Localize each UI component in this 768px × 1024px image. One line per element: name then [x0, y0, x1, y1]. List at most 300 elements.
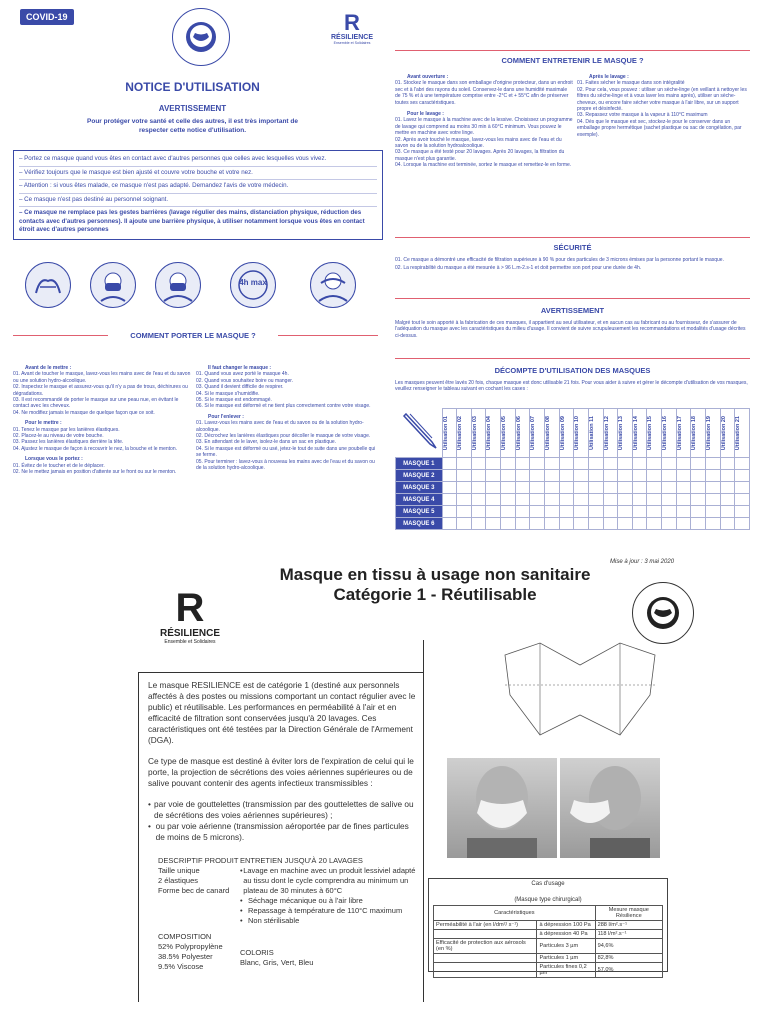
performance-row — [434, 954, 663, 963]
wear-worn-title: Lorsque vous le portez : — [25, 456, 83, 463]
usage-checkbox[interactable] — [720, 506, 735, 518]
usage-column-header — [486, 409, 501, 458]
usage-checkbox[interactable] — [706, 518, 721, 530]
wear-change-item: 03. Quand il devient difficile de respirer. — [196, 384, 284, 391]
usage-checkbox[interactable] — [720, 482, 735, 494]
usage-row — [396, 506, 750, 518]
usage-checkbox[interactable] — [471, 494, 486, 506]
usage-corner-cell — [396, 409, 443, 458]
desc-block — [158, 856, 248, 896]
usage-checkbox[interactable] — [457, 494, 472, 506]
usage-checkbox[interactable] — [588, 458, 603, 470]
desc-title: DESCRIPTIF PRODUIT — [158, 856, 239, 865]
colors-title: COLORIS — [240, 948, 274, 957]
usage-column-label: Utilisation 02 — [457, 415, 464, 451]
usage-checkbox[interactable] — [559, 482, 574, 494]
maintain-wash-item: 04. Lorsque la machine est terminée, sortez le masque et remettez-le en forme. — [395, 162, 572, 169]
usage-column-label: Utilisation 04 — [486, 415, 493, 451]
usage-checkbox[interactable] — [735, 482, 750, 494]
usage-checkbox[interactable] — [676, 518, 691, 530]
usage-checkbox[interactable] — [457, 506, 472, 518]
desc-item: 2 élastiques — [158, 876, 199, 885]
wash-item: Non stérilisable — [248, 916, 300, 925]
wear-remove-item: 03. En attendant de le laver, isolez-le dans un sac en plastique. — [196, 439, 337, 446]
usage-checkbox[interactable] — [706, 494, 721, 506]
usage-checkbox[interactable] — [735, 458, 750, 470]
usage-checkbox[interactable] — [457, 470, 472, 482]
usage-column-header — [691, 409, 706, 458]
seal-icon — [633, 583, 693, 643]
usage-checkbox[interactable] — [486, 458, 501, 470]
usage-checkbox[interactable] — [618, 518, 633, 530]
brand-name: RÉSILIENCE — [159, 628, 220, 639]
usage-checkbox[interactable] — [603, 518, 618, 530]
usage-checkbox[interactable] — [457, 458, 472, 470]
colors-block — [240, 948, 390, 968]
desc-item: Taille unique — [158, 866, 200, 875]
sheet-title-1: Masque en tissu à usage non sanitaire — [279, 565, 591, 584]
usage-checkbox[interactable] — [647, 482, 662, 494]
usage-checkbox[interactable] — [647, 518, 662, 530]
warning2-text: Malgré tout le soin apporté à la fabrication de ces masques, il appartient au seul utilisateur, et en aucun cas au fabricant ou au fournisseur, de s'assurer de l'adéquation du masque avec les caractéristiques du milieu d'usage. Il convient de suivre scrupuleusement les recommandations et modalités d'usage décrites ci-dessus. — [395, 320, 746, 339]
usage-checkbox[interactable] — [618, 482, 633, 494]
notice-bullet: – Attention : si vous êtes malade, ce masque n'est pas adapté. Demandez l'avis de votre médecin. — [19, 182, 289, 189]
usage-checkbox[interactable] — [662, 482, 677, 494]
usage-row — [396, 518, 750, 530]
usage-column-header — [574, 409, 589, 458]
usage-checkbox[interactable] — [632, 506, 647, 518]
usage-checkbox[interactable] — [471, 458, 486, 470]
usage-checkbox[interactable] — [632, 494, 647, 506]
usage-checkbox[interactable] — [632, 458, 647, 470]
performance-title: Cas d'usage — [531, 881, 565, 887]
usage-checkbox[interactable] — [662, 518, 677, 530]
usage-checkbox[interactable] — [603, 506, 618, 518]
wear-put-title: Pour le mettre : — [25, 420, 62, 427]
usage-row — [396, 482, 750, 494]
wear-change-item: 04. Si le masque s'humidifie. — [196, 390, 260, 397]
performance-table — [433, 905, 663, 978]
usage-column-label: Utilisation 08 — [544, 415, 551, 451]
usage-column-label: Utilisation 11 — [588, 416, 595, 450]
notice-bullet: – Portez ce masque quand vous êtes en contact avec d'autres personnes que celles avec lesquelles vous vivez. — [19, 155, 327, 162]
performance-cell: 82,8% — [595, 954, 662, 963]
usage-checkbox[interactable] — [501, 494, 516, 506]
usage-checkbox[interactable] — [735, 470, 750, 482]
mask-photo-side — [560, 758, 660, 858]
usage-header-row — [396, 409, 750, 458]
usage-checkbox[interactable] — [632, 482, 647, 494]
usage-column-header — [662, 409, 677, 458]
usage-checkbox[interactable] — [515, 470, 530, 482]
wear-remove-item: 02. Décrochez les lanières élastiques pour décoller le masque de votre visage. — [196, 433, 371, 440]
usage-checkbox[interactable] — [676, 494, 691, 506]
performance-cell: Particules 1 µm — [537, 954, 595, 963]
usage-column-header — [720, 409, 735, 458]
security-item: 02. La respirabilité du masque a été mesurée à > 96 L.m-2.s-1 et doit permettre son port pour une durée de 4h. — [395, 265, 642, 272]
wear-left-column — [13, 365, 193, 476]
usage-checkbox[interactable] — [588, 506, 603, 518]
usage-checkbox[interactable] — [662, 494, 677, 506]
usage-checkbox[interactable] — [544, 470, 559, 482]
performance-cell: Efficacité de protection aux aérosols (en %) — [434, 939, 537, 954]
brand-mark: R — [344, 10, 360, 35]
usage-row-label: MASQUE 4 — [396, 494, 443, 506]
usage-checkbox[interactable] — [544, 494, 559, 506]
usage-checkbox[interactable] — [486, 506, 501, 518]
usage-checkbox[interactable] — [530, 470, 545, 482]
usage-checkbox[interactable] — [574, 494, 589, 506]
wear-remove-title: Pour l'enlever : — [208, 413, 244, 420]
usage-checkbox[interactable] — [662, 458, 677, 470]
usage-checkbox[interactable] — [486, 470, 501, 482]
notice-bullet: – Ce masque ne remplace pas les gestes barrières (lavage régulier des mains, distanciation physique, réduction des contacts avec d'autres personnes). Il ajoute une barrière physique, à utiliser notamment lorsque vous êtes en contact étroit avec d'autres personnes — [19, 209, 365, 233]
performance-cell: 57,0% — [595, 963, 662, 978]
wear-worn-item: 02. Ne le mettez jamais en position d'attente sur le front ou sur le menton. — [13, 469, 177, 476]
usage-checkbox[interactable] — [559, 518, 574, 530]
performance-cell: 118 l/m².s⁻¹ — [595, 930, 662, 939]
usage-checkbox[interactable] — [632, 470, 647, 482]
usage-checkbox[interactable] — [559, 458, 574, 470]
maintain-after-title: Après le lavage : — [589, 74, 629, 80]
usage-checkbox[interactable] — [691, 470, 706, 482]
usage-column-header — [603, 409, 618, 458]
wear-change-title: Il faut changer le masque : — [208, 365, 272, 371]
usage-checkbox[interactable] — [442, 482, 457, 494]
usage-column-label: Utilisation 18 — [691, 415, 698, 451]
usage-column-header — [735, 409, 750, 458]
wear-before-item: 02. Inspectez le masque et assurez-vous qu'il n'y a pas de trous, déchirures ou dégradations. — [13, 384, 188, 397]
maintain-right-column — [577, 74, 752, 138]
composition-title: COMPOSITION — [158, 932, 212, 941]
usage-checkbox[interactable] — [662, 470, 677, 482]
usage-checkbox[interactable] — [574, 458, 589, 470]
usage-checkbox[interactable] — [559, 470, 574, 482]
brand-logo-bottom — [145, 588, 235, 645]
usage-checkbox[interactable] — [574, 506, 589, 518]
usage-checkbox[interactable] — [632, 518, 647, 530]
wear-put-item: 01. Tenez le masque par les lanières élastiques. — [13, 426, 120, 433]
usage-row-label: MASQUE 3 — [396, 482, 443, 494]
brand-mark: R — [175, 586, 205, 630]
performance-cell: 94,6% — [595, 939, 662, 954]
usage-checkbox[interactable] — [544, 458, 559, 470]
usage-checkbox[interactable] — [530, 458, 545, 470]
performance-cell: à dépression 100 Pa — [537, 921, 595, 930]
maintain-wash-item: 03. Ce masque a été testé pour 20 lavages. Après 20 lavages, la filtration du masque n'est plus garantie. — [395, 149, 565, 162]
count-text: Les masques peuvent être lavés 20 fois, chaque masque est donc utilisable 21 fois. Pour vous aider à suivre et gérer le décompte d'utilisation de vos masques, veuillez renseigner le tableau suivant en cochant les cases : — [395, 380, 748, 393]
usage-checkbox[interactable] — [662, 506, 677, 518]
usage-column-header — [442, 409, 457, 458]
usage-checkbox[interactable] — [720, 458, 735, 470]
seal-icon — [173, 9, 229, 65]
usage-column-label: Utilisation 10 — [574, 415, 581, 451]
time-limit-icon — [230, 262, 276, 308]
adjust-mask-icon — [90, 262, 136, 308]
usage-checkbox[interactable] — [588, 482, 603, 494]
notice-warning-title: AVERTISSEMENT — [158, 104, 227, 113]
usage-column-header — [706, 409, 721, 458]
wear-change-item: 06. Si le masque est déformé et ne tient plus correctement contre votre visage. — [196, 403, 371, 410]
usage-checkbox[interactable] — [676, 506, 691, 518]
usage-checkbox[interactable] — [647, 494, 662, 506]
usage-column-label: Utilisation 17 — [676, 415, 683, 451]
usage-column-label: Utilisation 13 — [618, 415, 625, 451]
usage-checkbox[interactable] — [457, 482, 472, 494]
usage-checkbox[interactable] — [691, 458, 706, 470]
usage-count-table — [395, 408, 750, 530]
usage-checkbox[interactable] — [471, 518, 486, 530]
composition-item: 52% Polypropylène — [158, 942, 223, 951]
performance-row — [434, 939, 663, 954]
usage-checkbox[interactable] — [486, 482, 501, 494]
usage-checkbox[interactable] — [471, 470, 486, 482]
usage-column-header — [544, 409, 559, 458]
usage-checkbox[interactable] — [501, 482, 516, 494]
usage-column-header — [559, 409, 574, 458]
usage-checkbox[interactable] — [501, 470, 516, 482]
usage-column-label: Utilisation 09 — [559, 415, 566, 451]
performance-cell: Particules 3 µm — [537, 939, 595, 954]
usage-checkbox[interactable] — [588, 494, 603, 506]
maintain-wash-item: 02. Après avoir touché le masque, lavez-vous les mains avec de l'eau et du savon ou de la solution hydroalcoolique. — [395, 136, 562, 150]
usage-checkbox[interactable] — [544, 482, 559, 494]
sheet-paragraph-2: Ce type de masque est destiné à éviter lors de l'expiration de celui qui le porte, la projection de sécrétions des voies aériennes supérieures ou de salive pouvant contenir des agents infectieux transmissibles : — [148, 756, 414, 788]
usage-checkbox[interactable] — [530, 482, 545, 494]
usage-checkbox[interactable] — [647, 506, 662, 518]
wash-item: Repassage à température de 110°C maximum — [248, 906, 403, 915]
notice-bullet: – Vérifiez toujours que le masque est bien ajusté et couvre votre bouche et votre nez. — [19, 168, 253, 176]
usage-row-label: MASQUE 5 — [396, 506, 443, 518]
usage-checkbox[interactable] — [559, 506, 574, 518]
usage-checkbox[interactable] — [471, 506, 486, 518]
usage-checkbox[interactable] — [530, 494, 545, 506]
usage-checkbox[interactable] — [442, 458, 457, 470]
desc-item: Forme bec de canard — [158, 886, 230, 895]
update-date: Mise à jour : 3 mai 2020 — [610, 559, 675, 565]
usage-checkbox[interactable] — [720, 518, 735, 530]
maintain-left-column — [395, 74, 573, 169]
usage-checkbox[interactable] — [720, 470, 735, 482]
notice-warning-text: Pour protéger votre santé et celle des autres, il est très important de respecter cette notice d'utilisation. — [87, 118, 298, 134]
usage-checkbox[interactable] — [442, 518, 457, 530]
usage-column-header — [632, 409, 647, 458]
sheet-bullet: par voie de gouttelettes (transmission par des gouttelettes de salive ou de sécrétions des voies aériennes supérieures) ; — [154, 799, 414, 820]
maintain-opening-item: 01. Stockez le masque dans son emballage d'origine protecteur, dans un endroit sec et à l'abri des rayons du soleil. Conservez-le dans une humidité maximale de 75 % et à une température comprise entre -2°C et + 55°C afin de préserver toutes ses caractéristiques. — [395, 80, 573, 106]
usage-row — [396, 470, 750, 482]
usage-checkbox[interactable] — [544, 506, 559, 518]
usage-checkbox[interactable] — [501, 518, 516, 530]
maintain-wash-title: Pour le lavage : — [407, 111, 444, 118]
usage-checkbox[interactable] — [559, 494, 574, 506]
wear-before-item: 04. Ne modifiez jamais le masque de quelque façon que ce soit. — [13, 409, 155, 416]
notice-bullet: – Ce masque n'est pas destiné au personnel soignant. — [19, 195, 169, 203]
bullet-dot: • — [148, 821, 151, 831]
sheet-paragraph-1: Le masque RESILIENCE est de catégorie 1 (destiné aux personnels affectés à des postes ou missions comportant un contact régulier avec le public) et réutilisable. Les performances en perméabilité à l'air et en efficacité de filtration sont conservées jusqu'à 20 lavages. Ces caractéristiques ont été testées par la Direction Générale de l'Armement (DGA). — [148, 680, 416, 745]
notice-title: NOTICE D'UTILISATION — [125, 80, 260, 94]
performance-cell — [434, 963, 537, 978]
usage-column-header — [647, 409, 662, 458]
usage-checkbox[interactable] — [735, 494, 750, 506]
usage-row-label: MASQUE 6 — [396, 518, 443, 530]
maintain-wash-item: 01. Lavez le masque à la machine avec de la lessive. Choisissez un programme de lavage qui comprend au moins 30 min à 60°C minimum. Vous pouvez le mettre en machine avec votre linge. — [395, 117, 573, 137]
usage-checkbox[interactable] — [676, 482, 691, 494]
performance-cell: Particules fines 0,2 µm — [537, 963, 595, 978]
performance-cell: Perméabilité à l'air (en l/dm²/ s⁻¹) — [434, 921, 537, 930]
usage-checkbox[interactable] — [691, 482, 706, 494]
usage-checkbox[interactable] — [720, 494, 735, 506]
usage-checkbox[interactable] — [574, 470, 589, 482]
performance-header: Caractéristiques — [434, 906, 596, 921]
wear-remove-item: 05. Pour terminer : lavez-vous à nouveau les mains avec de l'eau et du savon ou de la solution hydro-alcoolique. — [196, 458, 375, 472]
usage-checkbox[interactable] — [442, 494, 457, 506]
usage-column-label: Utilisation 06 — [515, 415, 522, 451]
usage-column-label: Utilisation 16 — [662, 415, 669, 451]
usage-row-label: MASQUE 1 — [396, 458, 443, 470]
usage-checkbox[interactable] — [706, 482, 721, 494]
composition-block — [158, 932, 238, 972]
wear-put-item: 02. Placez-le au niveau de votre bouche. — [13, 433, 104, 440]
brand-tag: Ensemble et Solidaires — [164, 639, 216, 645]
wear-worn-item: 01. Évitez de le toucher et de le déplacer. — [13, 462, 105, 469]
usage-column-header — [515, 409, 530, 458]
wear-change-item: 02. Quand vous souhaitez boire ou manger. — [196, 377, 294, 384]
maintain-after-item: 02. Pour cela, vous pouvez : utiliser un sèche-linge (en veillant à nettoyer les filtres du sèche-linge et à vous laver les mains après), utiliser un sèche-cheveux, ou encore faire sécher votre masque à l'air libre, sur un support propre et désinfecté. — [577, 86, 747, 113]
usage-column-header — [457, 409, 472, 458]
maintain-title: COMMENT ENTRETENIR LE MASQUE ? — [501, 56, 644, 65]
security-item: 01. Ce masque a démontré une efficacité de filtration supérieure à 90 % pour des particules de 3 microns émises par la personne portant le masque. — [395, 257, 724, 263]
remove-mask-icon — [310, 262, 356, 308]
usage-column-header — [588, 409, 603, 458]
usage-checkbox[interactable] — [618, 458, 633, 470]
performance-cell: à dépression 40 Pa — [537, 930, 595, 939]
mask-pattern-diagram — [500, 635, 660, 750]
wear-before-item: 03. Il est recommandé de porter le masque sur une peau nue, en évitant le contact avec les cheveux. — [13, 397, 179, 410]
usage-checkbox[interactable] — [574, 518, 589, 530]
usage-checkbox[interactable] — [735, 518, 750, 530]
wear-remove-item: 04. Si le masque est déformé ou usé, jetez-le tout de suite dans une poubelle qui se ferme. — [196, 445, 376, 459]
brand-tag: Ensemble et Solidaires — [333, 41, 371, 45]
usage-column-header — [618, 409, 633, 458]
performance-row — [434, 963, 663, 978]
wash-item: Lavage en machine avec un produit lessiviel adapté au tissu dont le cycle comprendra au minimum un plateau de 30 minutes à 60°C — [243, 866, 416, 895]
wear-before-item: 01. Avant de toucher le masque, lavez-vous les mains avec de l'eau et du savon ou une solution hydro-alcoolique. — [13, 371, 191, 384]
performance-row — [434, 930, 663, 939]
usage-checkbox[interactable] — [691, 518, 706, 530]
usage-column-label: Utilisation 03 — [471, 415, 478, 451]
wear-remove-item: 01. Lavez-vous les mains avec de l'eau et du savon ou de la solution hydro-alcoolique. — [196, 420, 364, 433]
security-title: SÉCURITÉ — [553, 243, 592, 252]
usage-checkbox[interactable] — [515, 506, 530, 518]
usage-checkbox[interactable] — [676, 470, 691, 482]
wear-mask-icon — [155, 262, 201, 308]
usage-checkbox[interactable] — [691, 506, 706, 518]
usage-checkbox[interactable] — [603, 470, 618, 482]
usage-checkbox[interactable] — [471, 482, 486, 494]
performance-row — [434, 921, 663, 930]
usage-checkbox[interactable] — [647, 458, 662, 470]
composition-item: 9.5% Viscose — [158, 962, 204, 971]
usage-checkbox[interactable] — [574, 482, 589, 494]
usage-checkbox[interactable] — [486, 494, 501, 506]
performance-box — [428, 878, 668, 976]
sheet-bullet: ou par voie aérienne (transmission aéroportée par de fines particules de moins de 5 microns). — [155, 821, 409, 842]
usage-checkbox[interactable] — [706, 458, 721, 470]
mask-photo-front — [447, 758, 557, 858]
usage-checkbox[interactable] — [706, 470, 721, 482]
brand-logo-top — [322, 12, 382, 45]
usage-checkbox[interactable] — [530, 506, 545, 518]
usage-column-label: Utilisation 12 — [603, 415, 610, 451]
wear-put-item: 03. Passez les lanières élastiques derrière la tête. — [13, 439, 124, 446]
usage-checkbox[interactable] — [588, 518, 603, 530]
maintain-after-item: 01. Faites sécher le masque dans son intégralité — [577, 80, 685, 87]
usage-checkbox[interactable] — [618, 506, 633, 518]
wear-change-item: 05. Si le masque est endommagé. — [196, 397, 272, 404]
usage-column-label: Utilisation 15 — [647, 415, 654, 451]
covid-badge: COVID-19 — [20, 9, 74, 25]
usage-checkbox[interactable] — [457, 518, 472, 530]
wear-before-title: Avant de le mettre : — [25, 365, 72, 371]
usage-checkbox[interactable] — [515, 458, 530, 470]
usage-row — [396, 494, 750, 506]
usage-checkbox[interactable] — [706, 506, 721, 518]
usage-checkbox[interactable] — [603, 494, 618, 506]
performance-cell — [434, 930, 537, 939]
sheet-bullet-list — [148, 799, 418, 843]
usage-checkbox[interactable] — [515, 482, 530, 494]
usage-column-label: Utilisation 21 — [735, 415, 742, 451]
usage-checkbox[interactable] — [515, 494, 530, 506]
security-list — [395, 257, 750, 272]
performance-header: Mesure masque Résilience — [595, 906, 662, 921]
usage-checkbox[interactable] — [588, 470, 603, 482]
usage-column-label: Utilisation 20 — [720, 415, 727, 451]
filtration-seal — [172, 8, 230, 66]
usage-checkbox[interactable] — [486, 518, 501, 530]
performance-subtitle: (Masque type chirurgical) — [514, 897, 582, 903]
usage-checkbox[interactable] — [735, 506, 750, 518]
usage-checkbox[interactable] — [691, 494, 706, 506]
usage-checkbox[interactable] — [676, 458, 691, 470]
usage-checkbox[interactable] — [544, 518, 559, 530]
usage-checkbox[interactable] — [501, 458, 516, 470]
usage-checkbox[interactable] — [530, 518, 545, 530]
usage-checkbox[interactable] — [442, 470, 457, 482]
usage-checkbox[interactable] — [603, 482, 618, 494]
usage-column-label: Utilisation 01 — [442, 415, 449, 451]
usage-checkbox[interactable] — [647, 470, 662, 482]
wash-block: ENTRETIEN JUSQU'À 20 LAVAGES • Lavage en machine avec un produit lessiviel adapté au tissu dont le cycle comprendra au minimum un plateau de 30 minutes à 60°C • Séchage mécanique ou à l'air libre • Repassage à température de 110°C maximum • Non stérilisable — [240, 856, 420, 926]
usage-checkbox[interactable] — [501, 506, 516, 518]
wear-change-item: 01. Quand vous avez porté le masque 4h. — [196, 371, 289, 378]
usage-column-header — [501, 409, 516, 458]
sheet-title-2: Catégorie 1 - Réutilisable — [333, 585, 537, 604]
warning2-title: AVERTISSEMENT — [540, 306, 605, 315]
usage-column-label: Utilisation 14 — [632, 415, 639, 451]
colors-value: Blanc, Gris, Vert, Bleu — [240, 958, 314, 967]
maintain-after-item: 03. Repassez votre masque à la vapeur à 110°C maximum — [577, 112, 708, 119]
usage-checkbox[interactable] — [603, 458, 618, 470]
usage-checkbox[interactable] — [618, 494, 633, 506]
wash-title: ENTRETIEN JUSQU'À 20 LAVAGES — [240, 856, 363, 865]
usage-checkbox[interactable] — [515, 518, 530, 530]
performance-cell — [434, 954, 537, 963]
performance-cell: 288 l/m².s⁻¹ — [595, 921, 662, 930]
usage-checkbox[interactable] — [442, 506, 457, 518]
notice-bullets-box — [13, 150, 383, 240]
usage-checkbox[interactable] — [618, 470, 633, 482]
